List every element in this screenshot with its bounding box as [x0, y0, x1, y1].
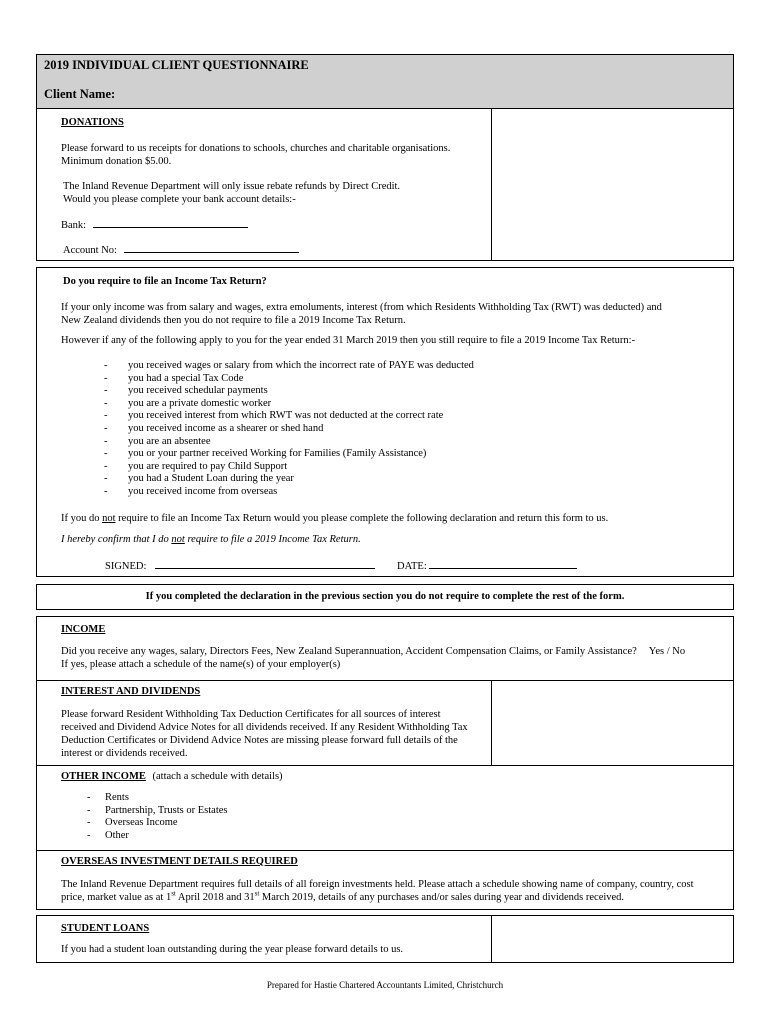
account-input-line[interactable] — [124, 243, 299, 253]
signed-field[interactable] — [105, 559, 375, 572]
account-label: Account No: — [63, 245, 117, 256]
other-income-note: (attach a schedule with details) — [152, 771, 283, 782]
list-item: - you or your partner received Working for Families (Family Assistance) — [104, 448, 474, 461]
signed-input-line[interactable] — [155, 559, 375, 569]
list-item: - you had a special Tax Code — [104, 373, 474, 386]
student-loans-heading: STUDENT LOANS — [61, 923, 150, 934]
overseas-heading: OVERSEAS INVESTMENT DETAILS REQUIRED — [61, 856, 298, 867]
donations-para1: Please forward to us receipts for donations to schools, churches and charitable organisations. Minimum donation $5.00. — [61, 143, 451, 167]
signed-label: SIGNED: — [105, 561, 147, 572]
date-label: DATE: — [397, 561, 427, 572]
notice-text: If you completed the declaration in the previous section you do not require to complete the rest of the form. — [145, 591, 625, 602]
list-item: - you are a private domestic worker — [104, 398, 474, 411]
tax-return-list — [104, 360, 474, 499]
overseas-text: The Inland Revenue Department requires full details of all foreign investments held. Please attach a schedule showing name of company, country, cost price, market value as at 1st April 2018 and 31st March 2019, details of any purchases and/or sales during year and dividends received. — [61, 879, 694, 903]
donations-section — [36, 108, 734, 261]
declaration-instruction: If you do not require to file an Income Tax Return would you please complete the following declaration and return this form to us. — [61, 513, 609, 524]
bank-field[interactable] — [61, 218, 248, 231]
list-item: - you received income as a shearer or shed hand — [104, 423, 474, 436]
tax-return-section — [36, 267, 734, 577]
date-field[interactable] — [397, 559, 577, 572]
yes-no-option[interactable]: Yes / No — [648, 646, 686, 657]
list-item: - you received interest from which RWT was not deducted at the correct rate — [104, 410, 474, 423]
tax-return-heading: Do you require to file an Income Tax Return? — [63, 276, 267, 287]
income-question: Did you receive any wages, salary, Directors Fees, New Zealand Superannuation, Accident Compensation Claims, or Family Assistance? Yes / No If yes, please attach a schedule of the name(s) of your employer(s) — [61, 646, 686, 670]
date-input-line[interactable] — [429, 559, 577, 569]
client-name-label: Client Name: — [44, 87, 116, 101]
interest-text: Please forward Resident Withholding Tax Deduction Certificates for all sources of interest received and Dividend Advice Notes for all dividends received. If any Resident Withholding Tax Deduction Certificates or Dividend Advice Notes are missing please forward full details of the interest or dividends received. — [61, 709, 468, 759]
header-box — [36, 54, 734, 109]
interest-heading: INTEREST AND DIVIDENDS — [61, 686, 201, 697]
bank-input-line[interactable] — [93, 218, 248, 228]
footer-text: Prepared for Hastie Chartered Accountants Limited, Christchurch — [266, 980, 504, 990]
declaration-confirm: I hereby confirm that I do not require to file a 2019 Income Tax Return. — [61, 534, 361, 545]
list-item: - Overseas Income — [87, 817, 228, 830]
donations-para2: The Inland Revenue Department will only issue rebate refunds by Direct Credit. Would you please complete your bank account details:- — [63, 181, 401, 205]
list-item: - you are an absentee — [104, 436, 474, 449]
tax-return-para2: However if any of the following apply to you for the year ended 31 March 2019 then you still require to file a 2019 Income Tax Return:- — [61, 335, 636, 346]
list-item: - you had a Student Loan during the year — [104, 473, 474, 486]
student-loans-text: If you had a student loan outstanding during the year please forward details to us. — [61, 944, 404, 955]
list-item: - you received income from overseas — [104, 486, 474, 499]
other-income-heading-row — [61, 771, 283, 782]
list-item: - Partnership, Trusts or Estates — [87, 805, 228, 818]
list-item: - you received schedular payments — [104, 385, 474, 398]
other-income-heading: OTHER INCOME — [61, 771, 146, 782]
donations-heading: DONATIONS — [61, 117, 124, 128]
other-income-list — [87, 792, 228, 842]
form-title: 2019 INDIVIDUAL CLIENT QUESTIONNAIRE — [44, 58, 309, 72]
bank-label: Bank: — [61, 220, 87, 231]
list-item: - you received wages or salary from which the incorrect rate of PAYE was deducted — [104, 360, 474, 373]
income-details-section — [36, 616, 734, 910]
list-item: - Other — [87, 830, 228, 843]
account-field[interactable] — [63, 243, 299, 256]
list-item: - Rents — [87, 792, 228, 805]
notice-box — [36, 584, 734, 610]
student-loans-section — [36, 915, 734, 963]
tax-return-para1: If your only income was from salary and wages, extra emoluments, interest (from which Residents Withholding Tax (RWT) was deducted) and New Zealand dividends then you do not require to file a 2019 Income Tax Return. — [61, 302, 662, 326]
income-heading: INCOME — [61, 624, 106, 635]
list-item: - you are required to pay Child Support — [104, 461, 474, 474]
